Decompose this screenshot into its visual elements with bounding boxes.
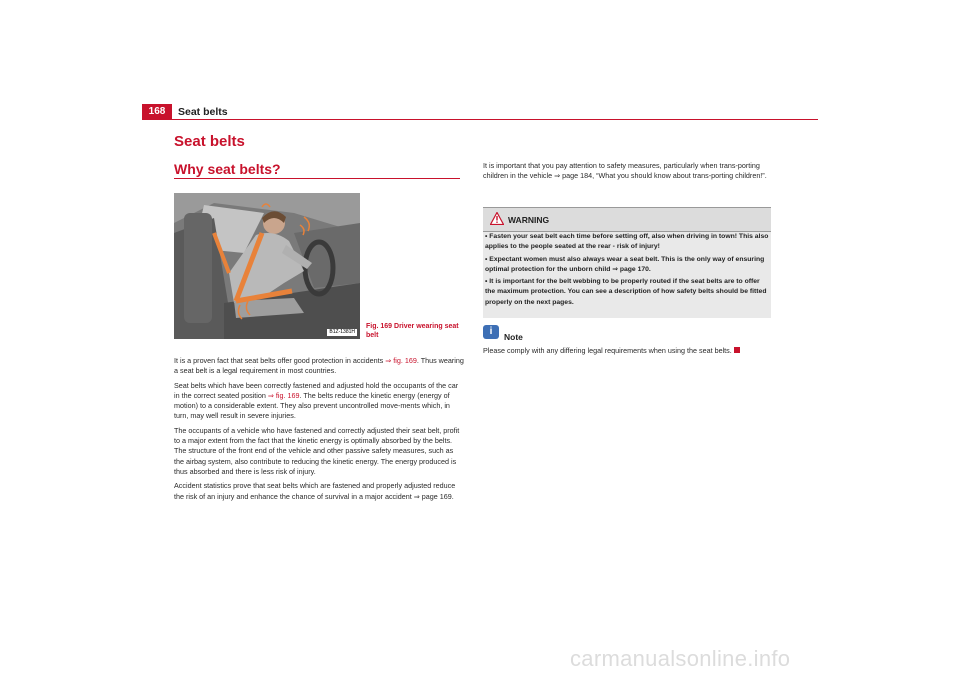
warning-item: • It is important for the belt webbing to be properly routed if the seat belts are to offer the maximum protection. You can see a description of how safety belts should be fitted properly on the next pages.	[485, 278, 767, 306]
left-column	[174, 356, 464, 506]
figure-caption: Fig. 169 Driver wearing seat belt	[366, 323, 459, 339]
section-divider	[174, 178, 460, 179]
right-column-intro	[483, 161, 773, 186]
warning-title: WARNING	[508, 215, 550, 225]
section-title: Why seat belts?	[174, 161, 281, 177]
note-icon: i	[483, 325, 499, 339]
figure-link[interactable]: ⇒ fig. 169	[267, 390, 300, 400]
figure-code: B1Z-1381H	[329, 329, 355, 335]
chapter-title: Seat belts	[174, 133, 245, 150]
page-number: 168	[142, 104, 172, 120]
paragraph: The occupants of a vehicle who have fastened and correctly adjusted their seat belt, profit to a major extent from the fact that the kinetic energy is optimally absorbed by the belts. The structure of the front end of the vehicle and other passive safety measures, such as the airbag system, also contribute to reducing the kinetic energy. The energy produced is thus absorbed and there is less risk of injury.	[174, 425, 460, 476]
driver-seatbelt-illustration	[174, 193, 360, 339]
illustration-svg	[174, 193, 360, 339]
paragraph: Seat belts which have been correctly fastened and adjusted hold the occupants of the car in the correct seated position ⇒ fig. 169. The belts reduce the kinetic energy (energy of motion) to a considerable extent. They also prevent uncontrolled move-ments which, in turn, may well result in severe injuries.	[174, 380, 459, 421]
warning-item: • Fasten your seat belt each time before setting off, also when driving in town! This also applies to the people seated at the rear - risk of injury!	[485, 233, 769, 251]
section-end-icon	[734, 347, 740, 353]
warning-item: • Expectant women must also always wear a seat belt. This is the only way of ensuring optimal protection for the unborn child ⇒ page 170.	[485, 255, 765, 273]
warning-icon	[490, 212, 504, 225]
header-divider	[142, 119, 818, 120]
note-text: Please comply with any differing legal requirements when using the seat belts.	[483, 346, 783, 356]
paragraph: It is a proven fact that seat belts offer good protection in accidents ⇒ fig. 169. Thus wearing a seat belt is a legal requirement in most countries.	[174, 356, 464, 376]
watermark: carmanualsonline.info	[570, 646, 791, 671]
warning-list	[485, 232, 771, 310]
running-header: Seat belts	[178, 106, 228, 118]
note-title: Note	[504, 332, 523, 342]
warning-header	[483, 208, 771, 232]
figure-link[interactable]: ⇒ fig. 169	[385, 356, 417, 365]
paragraph: It is important that you pay attention to safety measures, particularly when trans-porting children in the vehicle ⇒ page 184, “What you should know about trans-porting children!”.	[483, 161, 767, 181]
paragraph: Accident statistics prove that seat belts which are fastened and properly adjusted reduce the risk of an injury and enhance the chance of survival in a major accident ⇒ page 169.	[174, 481, 456, 501]
warning-box	[483, 207, 771, 318]
